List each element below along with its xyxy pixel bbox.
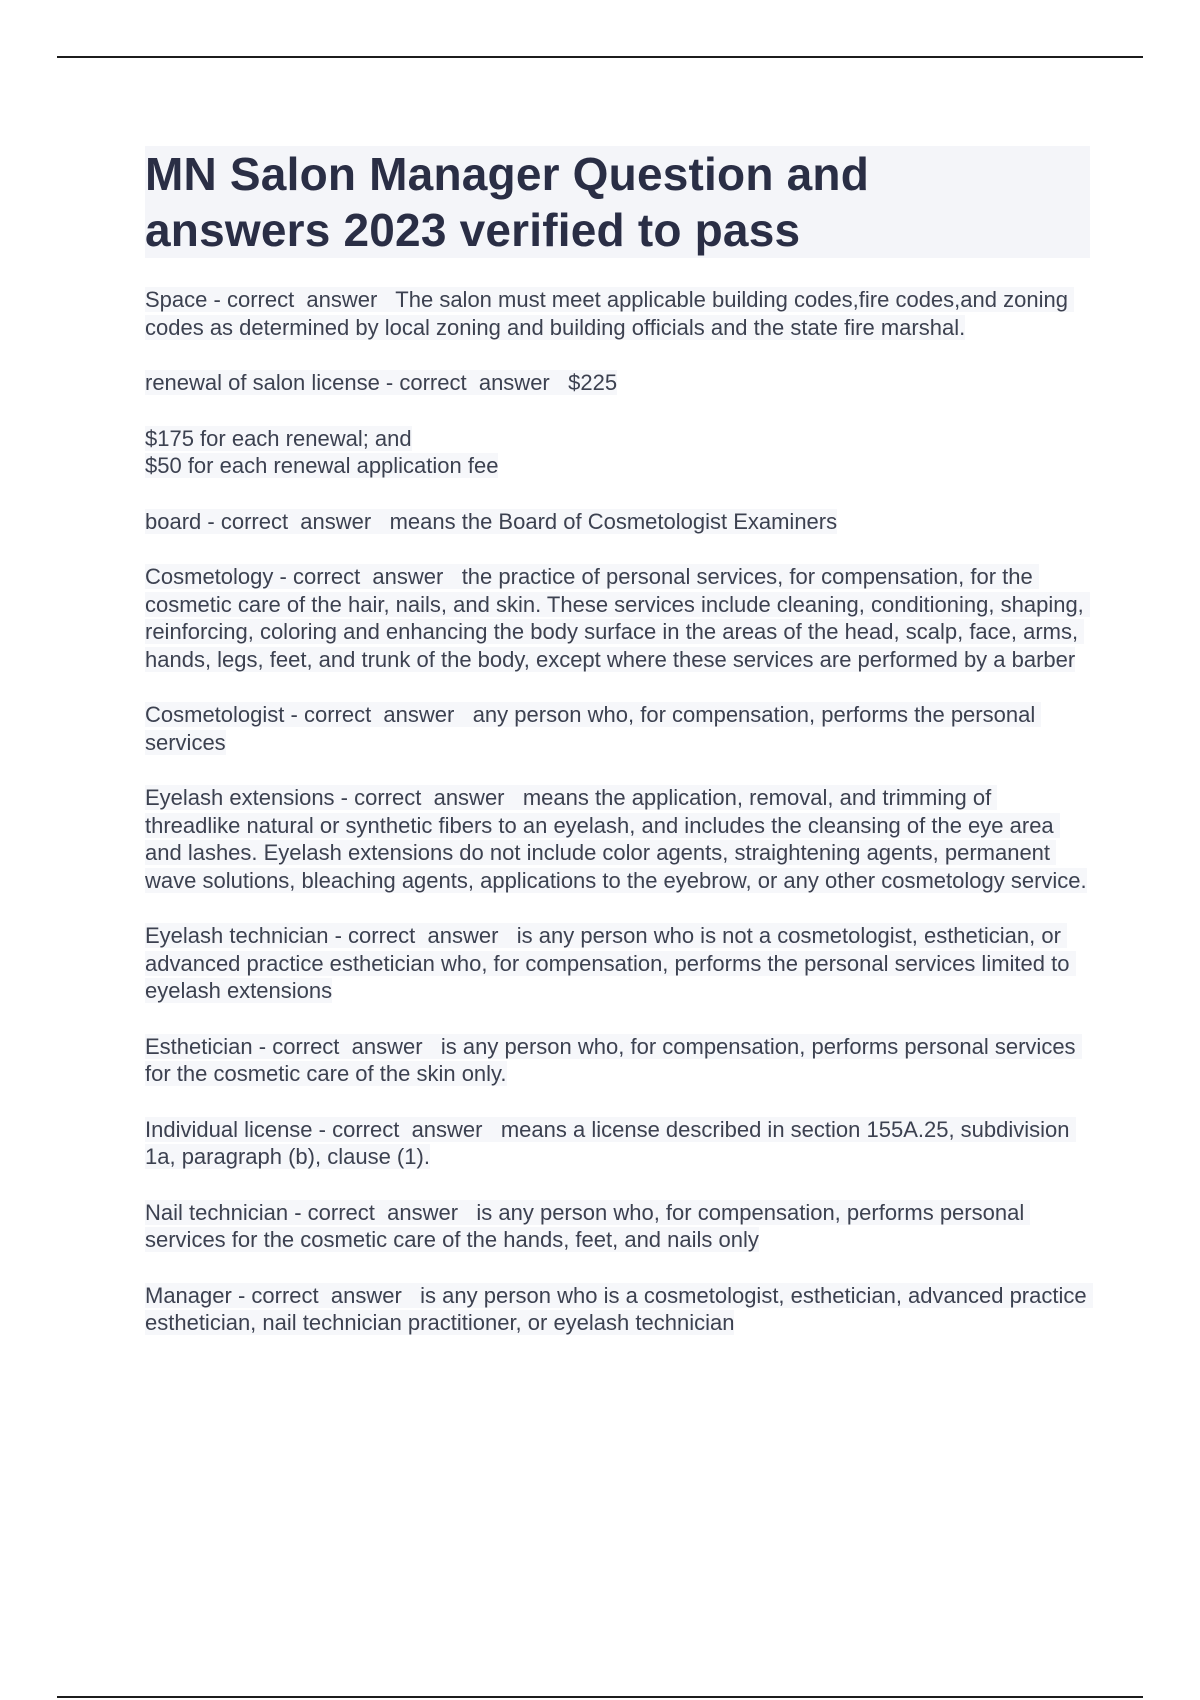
- qa-label: correct answer: [348, 923, 499, 948]
- document-title: [145, 146, 1090, 258]
- footer-rule: [57, 1696, 1143, 1698]
- qa-answer: $225: [568, 370, 618, 395]
- qa-item: Eyelash technician - correct answer is any person who is not a cosmetologist, esthetician, or advanced practice esthetician who, for compensation, performs the personal services limited to eyelash extensions: [145, 923, 1076, 1003]
- qa-answer: means a license described in section 155A.25, subdivision 1a, paragraph (b), clause (1).: [145, 1116, 1076, 1169]
- qa-label: correct answer: [220, 508, 372, 534]
- qa-item: Manager - correct answer is any person who is a cosmetologist, esthetician, advanced practice esthetician, nail technician practitioner, or eyelash technician: [145, 1282, 1093, 1335]
- qa-answer: is any person who is not a cosmetologist, esthetician, or advanced practice esthetician who, for compensation, performs the personal services limited to eyelash extensions: [145, 923, 1076, 1003]
- qa-item: Cosmetology - correct answer the practice of personal services, for compensation, for the cosmetic care of the hair, nails, and skin. These services include cleaning, conditioning, shaping, reinforcing, coloring and enhancing the body surface in the areas of the head, scalp, face, arms, hands, legs, feet, and trunk of the body, except where these services are performed by a barber: [145, 564, 1090, 672]
- title-line-2: answers 2023 verified to pass: [145, 204, 801, 256]
- qa-term: Eyelash technician: [145, 923, 329, 948]
- qa-item: Cosmetologist - correct answer any person who, for compensation, performs the personal services: [145, 702, 1042, 755]
- qa-label: correct answer: [272, 1033, 423, 1059]
- qa-label: correct answer: [226, 287, 378, 312]
- qa-label: correct answer: [399, 370, 550, 395]
- document-body: [145, 146, 1093, 1365]
- qa-label: correct answer: [354, 785, 505, 810]
- qa-item: Space - correct answer The salon must meet applicable building codes,fire codes,and zoning codes as determined by local zoning and building officials and the state fire marshal.: [145, 287, 1075, 340]
- qa-item: renewal of salon license - correct answer $225: [145, 370, 618, 395]
- qa-answer: The salon must meet applicable building codes,fire codes,and zoning codes as determined by local zoning and building officials and the state fire marshal.: [145, 287, 1075, 340]
- title-line-1: MN Salon Manager Question and: [145, 148, 869, 200]
- qa-label: correct answer: [307, 1199, 459, 1225]
- qa-term: Manager: [145, 1282, 232, 1308]
- qa-term: Individual license: [145, 1116, 313, 1142]
- qa-term: Nail technician: [145, 1199, 289, 1225]
- qa-term: Cosmetology: [145, 564, 274, 589]
- qa-term: renewal of salon license: [145, 370, 380, 395]
- qa-item: board - correct answer means the Board of Cosmetologist Examiners: [145, 508, 838, 534]
- qa-item: Individual license - correct answer means a license described in section 155A.25, subdivision 1a, paragraph (b), clause (1).: [145, 1116, 1076, 1169]
- qa-answer: is any person who, for compensation, performs personal services for the cosmetic care of the hands, feet, and nails only: [145, 1199, 1031, 1252]
- qa-answer: the practice of personal services, for compensation, for the cosmetic care of the hair, nails, and skin. These services include cleaning, conditioning, shaping, reinforcing, coloring and enhancing the body surface in the areas of the head, scalp, face, arms, hands, legs, feet, and trunk of the body, except where these services are performed by a barber: [145, 564, 1090, 672]
- qa-answer: $175 for each renewal; and $50 for each renewal application fee: [145, 425, 499, 478]
- qa-answer: means the Board of Cosmetologist Examiners: [389, 508, 838, 534]
- qa-label: correct answer: [303, 702, 455, 727]
- qa-term: Esthetician: [145, 1033, 253, 1059]
- qa-item-continuation: [145, 425, 1090, 480]
- qa-item: Eyelash extensions - correct answer means the application, removal, and trimming of threadlike natural or synthetic fibers to an eyelash, and includes the cleansing of the eye area and lashes. Eyelash extensions do not include color agents, straightening agents, permanent wave solutions, bleaching agents, applications to the eyebrow, or any other cosmetology service.: [145, 785, 1087, 893]
- qa-item: Esthetician - correct answer is any person who, for compensation, performs personal services for the cosmetic care of the skin only.: [145, 1033, 1082, 1086]
- qa-answer: is any person who, for compensation, performs personal services for the cosmetic care of the skin only.: [145, 1033, 1082, 1086]
- qa-answer: any person who, for compensation, performs the personal services: [145, 702, 1042, 755]
- qa-list: [145, 286, 1093, 1337]
- qa-answer: is any person who is a cosmetologist, esthetician, advanced practice esthetician, nail technician practitioner, or eyelash technician: [145, 1282, 1093, 1335]
- qa-term: Space: [145, 287, 208, 312]
- qa-label: correct answer: [332, 1116, 483, 1142]
- qa-label: correct answer: [292, 564, 444, 589]
- qa-label: correct answer: [251, 1282, 402, 1308]
- header-rule: [57, 56, 1143, 58]
- qa-term: Eyelash extensions: [145, 785, 335, 810]
- qa-answer: means the application, removal, and trimming of threadlike natural or synthetic fibers to an eyelash, and includes the cleansing of the eye area and lashes. Eyelash extensions do not include color agents, straightening agents, permanent wave solutions, bleaching agents, applications to the eyebrow, or any other cosmetology service.: [145, 785, 1087, 893]
- qa-term: Cosmetologist: [145, 702, 285, 727]
- qa-term: board: [145, 508, 202, 534]
- qa-item: Nail technician - correct answer is any person who, for compensation, performs personal services for the cosmetic care of the hands, feet, and nails only: [145, 1199, 1031, 1252]
